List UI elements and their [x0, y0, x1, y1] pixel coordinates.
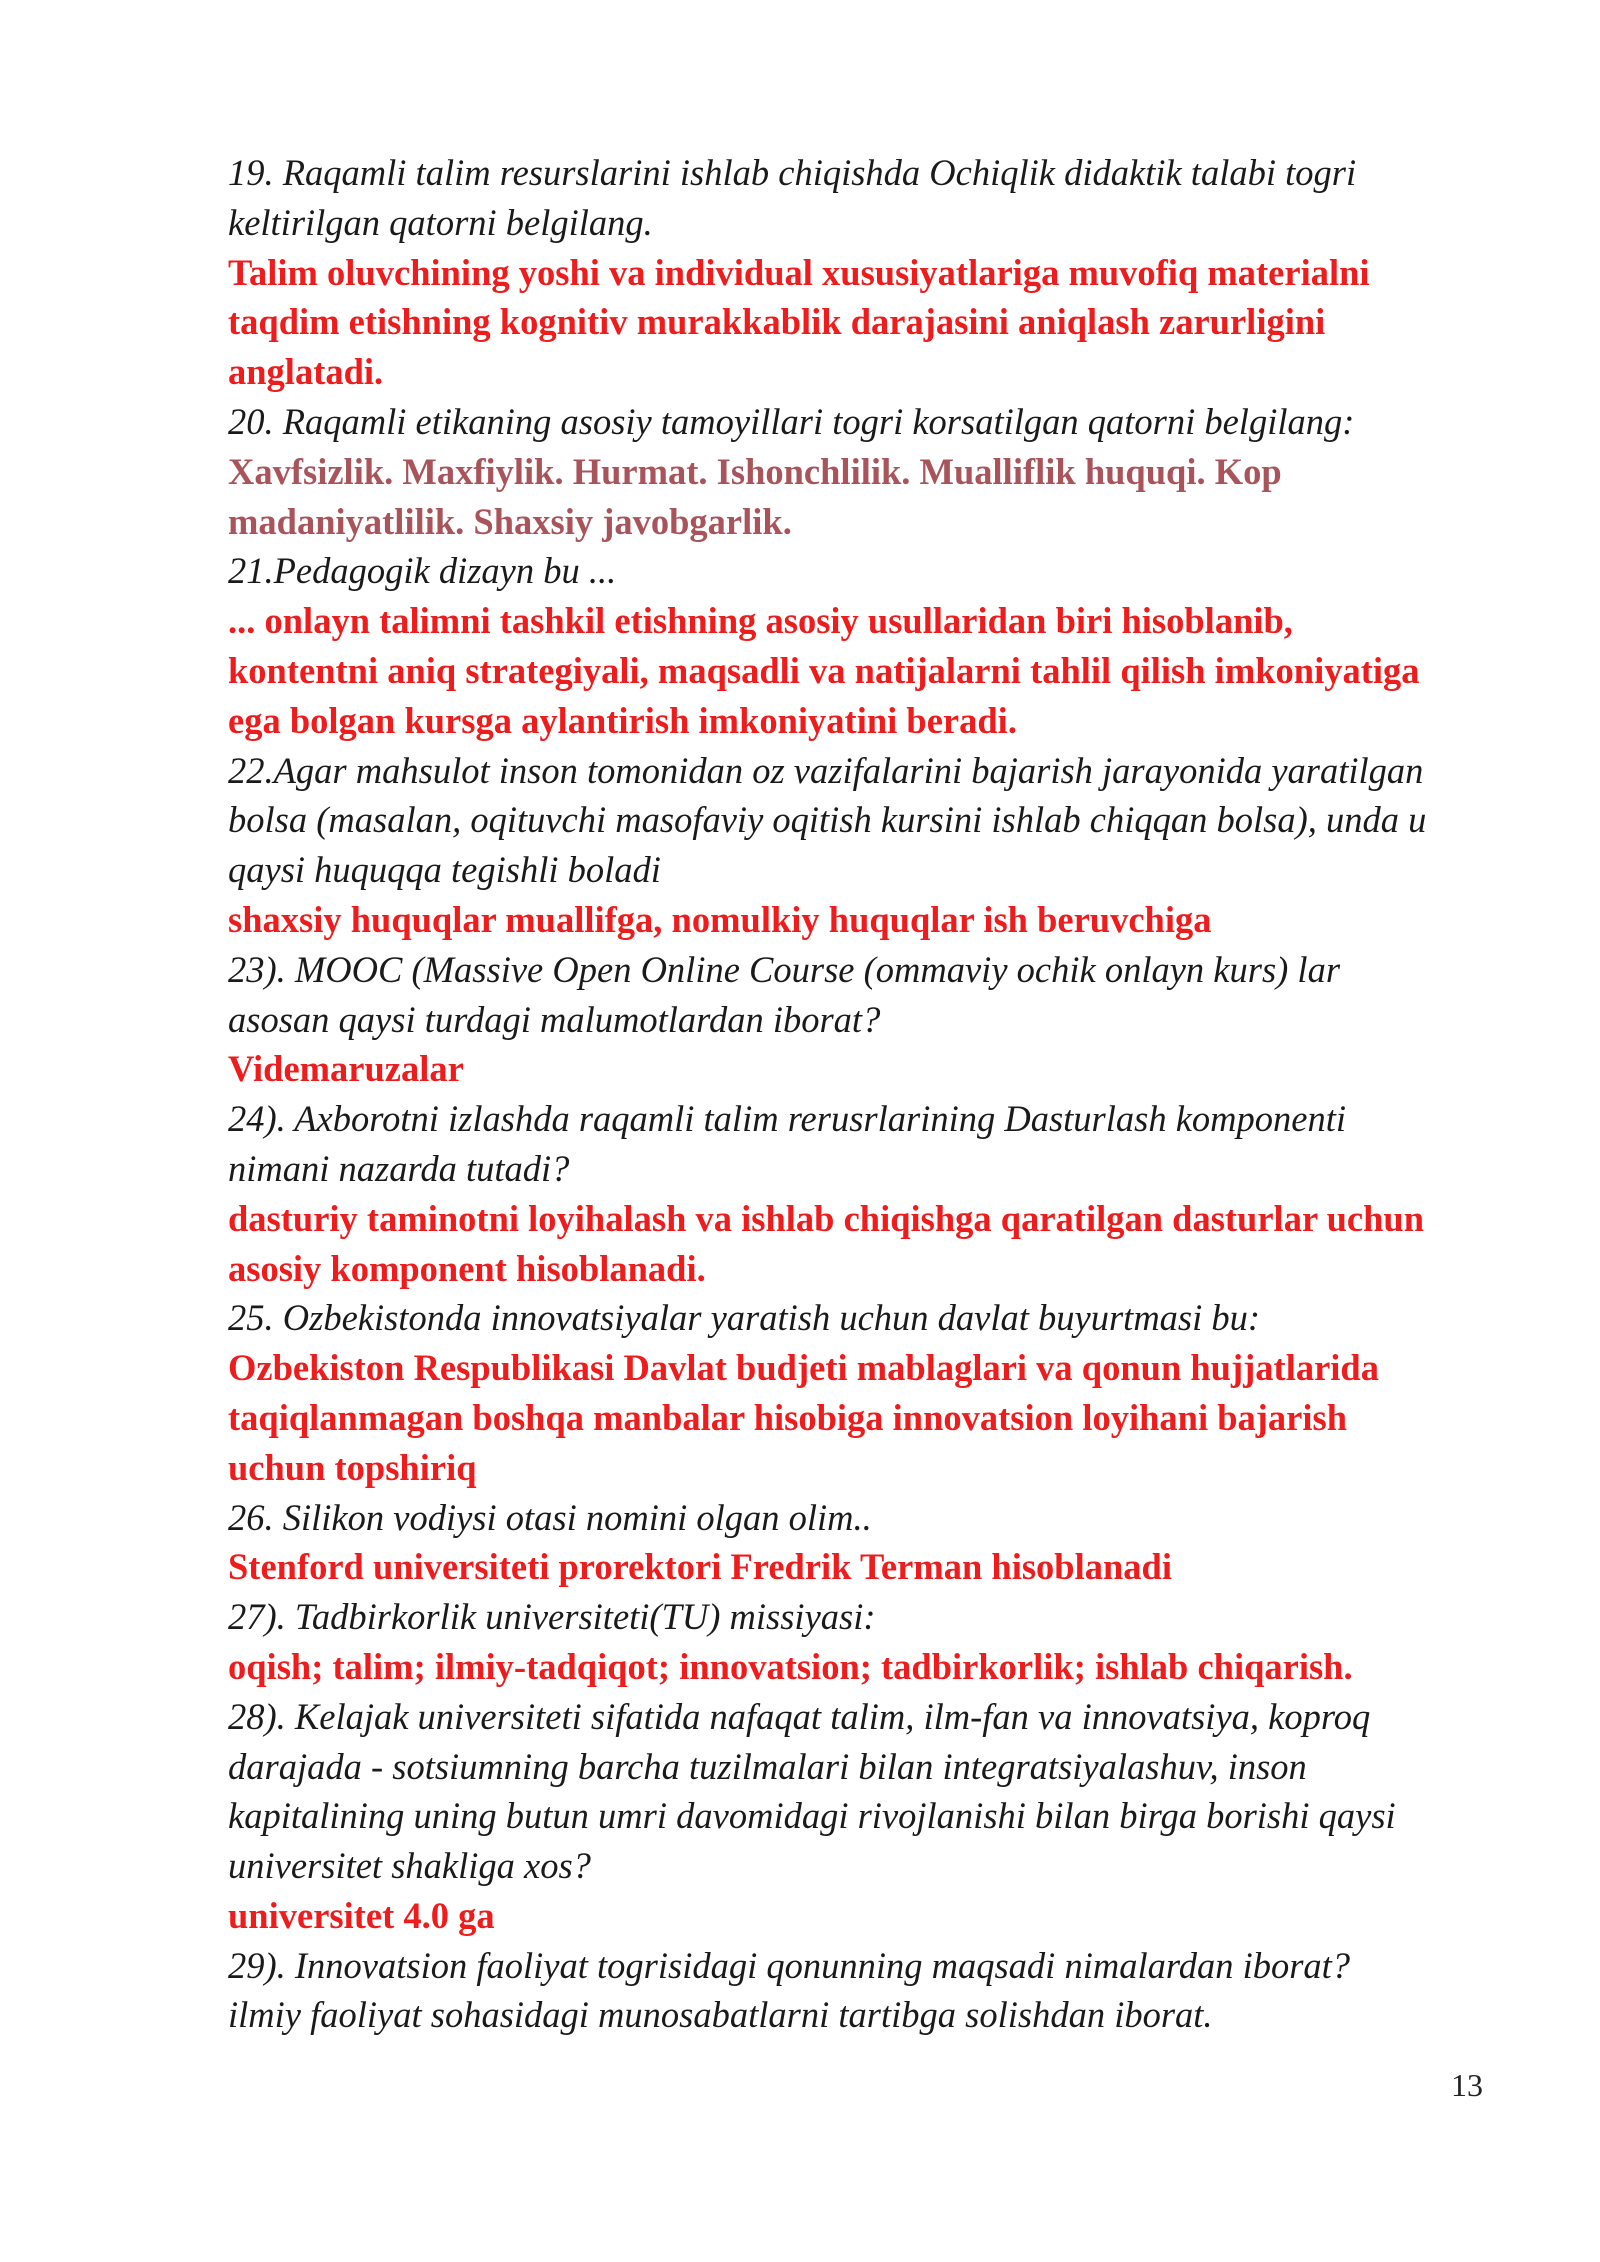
page-number: 13 [1451, 2067, 1483, 2103]
question-27-text: 27). Tadbirkorlik universiteti(TU) missiyasi: [228, 1596, 876, 1638]
answer-28-text: universitet 4.0 ga [228, 1894, 495, 1936]
question-22-text: bolsa (masalan, oqituvchi masofaviy oqitish kursini ishlab chiqqan bolsa), unda u [228, 799, 1427, 841]
question-23-text: asosan qaysi turdagi malumotlardan iborat? [228, 998, 881, 1040]
question-22-text: qaysi huquqqa tegishli boladi [228, 849, 661, 891]
answer-25-text: uchun topshiriq [228, 1446, 477, 1488]
answer-23-text: Videmaruzalar [228, 1048, 464, 1090]
answer-19-text: Talim oluvchining yoshi va individual xususiyatlariga muvofiq materialni [228, 251, 1370, 293]
answer-25-text: taqiqlanmagan boshqa manbalar hisobiga innovatsion loyihani bajarish [228, 1396, 1348, 1438]
question-19-text: keltirilgan qatorni belgilang. [228, 201, 653, 243]
question-24-text: nimani nazarda tutadi? [228, 1147, 570, 1189]
answer-24-text: asosiy komponent hisoblanadi. [228, 1247, 706, 1289]
answer-20-text: Xavfsizlik. Maxfiylik. Hurmat. Ishonchlilik. Mualliflik huquqi. Kop [228, 450, 1282, 492]
answer-21-text: ... onlayn talimni tashkil etishning asosiy usullaridan biri hisoblanib, [228, 600, 1293, 642]
question-29-text: 29). Innovatsion faoliyat togrisidagi qonunning maqsadi nimalardan iborat? [228, 1944, 1351, 1986]
question-28-text: 28). Kelajak universiteti sifatida nafaqat talim, ilm-fan va innovatsiya, koproq [228, 1695, 1371, 1737]
answer-19-text: anglatadi. [228, 351, 384, 393]
page-content [228, 148, 1478, 2040]
question-22-text: 22.Agar mahsulot inson tomonidan oz vazifalarini bajarish jarayonida yaratilgan [228, 749, 1424, 791]
question-25-text: 25. Ozbekistonda innovatsiyalar yaratish uchun davlat buyurtmasi bu: [228, 1297, 1261, 1339]
question-28-text: kapitalining uning butun umri davomidagi rivojlanishi bilan birga borishi qaysi [228, 1795, 1396, 1837]
answer-20-text: madaniyatlilik. Shaxsiy javobgarlik. [228, 500, 792, 542]
answer-29-text: ilmiy faoliyat sohasidagi munosabatlarni tartibga solishdan iborat. [228, 1994, 1213, 2036]
question-23-text: 23). MOOC (Massive Open Online Course (ommaviy ochik onlayn kurs) lar [228, 948, 1341, 990]
question-21-text: 21.Pedagogik dizayn bu ... [228, 550, 617, 592]
question-19-text: 19. Raqamli talim resurslarini ishlab chiqishda Ochiqlik didaktik talabi togri [228, 152, 1357, 193]
answer-27-text: oqish; talim; ilmiy-tadqiqot; innovatsion; tadbirkorlik; ishlab chiqarish. [228, 1645, 1353, 1687]
answer-22-text: shaxsiy huquqlar muallifga, nomulkiy huquqlar ish beruvchiga [228, 898, 1212, 940]
question-26-text: 26. Silikon vodiysi otasi nomini olgan olim.. [228, 1496, 872, 1538]
question-28-text: universitet shakliga xos? [228, 1845, 591, 1887]
question-20-text: 20. Raqamli etikaning asosiy tamoyillari togri korsatilgan qatorni belgilang: [228, 400, 1355, 442]
answer-26-text: Stenford universiteti prorektori Fredrik Terman hisoblanadi [228, 1546, 1172, 1588]
question-24-text: 24). Axborotni izlashda raqamli talim rerusrlarining Dasturlash komponenti [228, 1098, 1347, 1140]
question-28-text: darajada - sotsiumning barcha tuzilmalari bilan integratsiyalashuv, inson [228, 1745, 1307, 1787]
answer-24-text: dasturiy taminotni loyihalash va ishlab chiqishga qaratilgan dasturlar uchun [228, 1197, 1425, 1239]
answer-25-text: Ozbekiston Respublikasi Davlat budjeti mablaglari va qonun hujjatlarida [228, 1347, 1379, 1389]
answer-21-text: ega bolgan kursga aylantirish imkoniyatini beradi. [228, 699, 1017, 741]
answer-19-text: taqdim etishning kognitiv murakkablik darajasini aniqlash zarurligini [228, 301, 1326, 343]
answer-21-text: kontentni aniq strategiyali, maqsadli va natijalarni tahlil qilish imkoniyatiga [228, 649, 1420, 691]
